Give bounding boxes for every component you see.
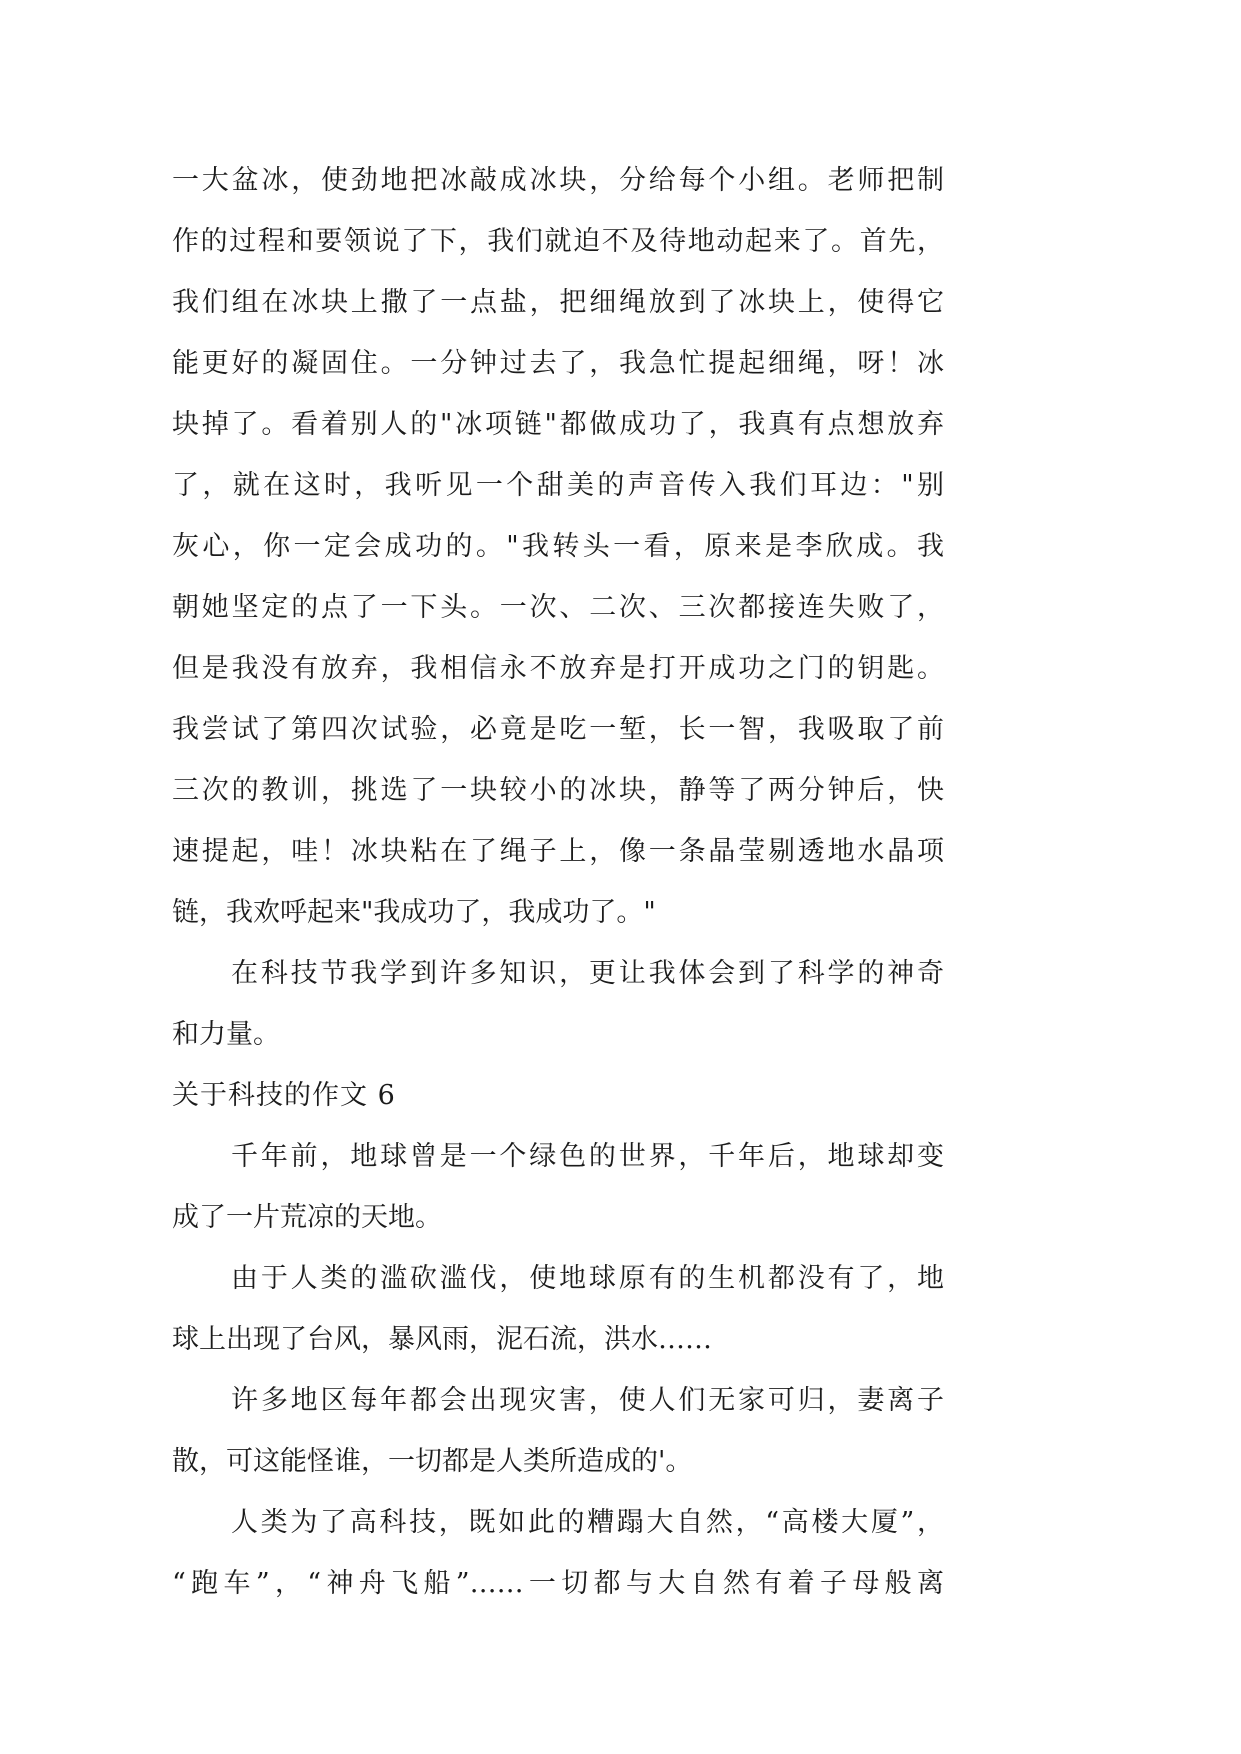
- text-line: 我们组在冰块上撒了一点盐，把细绳放到了冰块上，使得它: [172, 287, 944, 318]
- text-line: 在科技节我学到许多知识，更让我体会到了科学的神奇: [231, 958, 944, 989]
- paragraph: [172, 150, 944, 943]
- text-line: 和力量。: [172, 1019, 280, 1050]
- text-line: 一大盆冰，使劲地把冰敲成冰块，分给每个小组。老师把制: [172, 165, 944, 196]
- text-line: 速提起，哇！冰块粘在了绳子上，像一条晶莹剔透地水晶项: [172, 836, 944, 867]
- text-line: 三次的教训，挑选了一块较小的冰块，静等了两分钟后，快: [172, 775, 944, 806]
- text-line: 链，我欢呼起来"我成功了，我成功了。": [172, 897, 656, 928]
- paragraph: [172, 1492, 944, 1614]
- text-line: 灰心，你一定会成功的。"我转头一看，原来是李欣成。我: [172, 531, 944, 562]
- body-text: [172, 150, 944, 1614]
- text-line: 朝她坚定的点了一下头。一次、二次、三次都接连失败了，: [172, 592, 944, 623]
- text-line: 千年前，地球曾是一个绿色的世界，千年后，地球却变: [231, 1141, 944, 1172]
- text-line: 许多地区每年都会出现灾害，使人们无家可归，妻离子: [231, 1385, 944, 1416]
- text-line: 了，就在这时，我听见一个甜美的声音传入我们耳边："别: [172, 470, 944, 501]
- text-line: 散，可这能怪谁，一切都是人类所造成的'。: [172, 1446, 693, 1477]
- text-line: 球上出现了台风，暴风雨，泥石流，洪水……: [172, 1324, 712, 1355]
- text-line: 由于人类的滥砍滥伐，使地球原有的生机都没有了，地: [231, 1263, 944, 1294]
- text-line: 作的过程和要领说了下，我们就迫不及待地动起来了。首先，: [172, 226, 944, 257]
- paragraph: [172, 1126, 944, 1248]
- text-line: 人类为了高科技，既如此的糟蹋大自然，“高楼大厦”，: [231, 1507, 944, 1538]
- text-line: “跑车”，“神舟飞船”……一切都与大自然有着子母般离: [172, 1568, 944, 1599]
- text-line: 块掉了。看着别人的"冰项链"都做成功了，我真有点想放弃: [172, 409, 944, 440]
- text-line: 成了一片荒凉的天地。: [172, 1202, 442, 1233]
- text-line: 能更好的凝固住。一分钟过去了，我急忙提起细绳，呀！冰: [172, 348, 944, 379]
- text-line: 我尝试了第四次试验，必竟是吃一堑，长一智，我吸取了前: [172, 714, 944, 745]
- paragraph: [172, 1248, 944, 1370]
- paragraph: [172, 943, 944, 1065]
- section-heading: 关于科技的作文 6: [172, 1080, 396, 1111]
- text-line: 但是我没有放弃，我相信永不放弃是打开成功之门的钥匙。: [172, 653, 944, 684]
- paragraph: [172, 1370, 944, 1492]
